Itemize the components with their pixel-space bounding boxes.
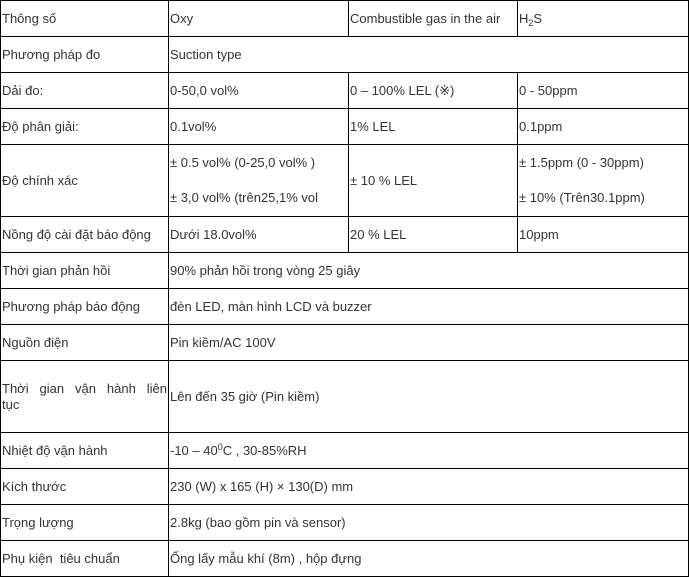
table-row — [1, 109, 689, 145]
runtime-label-line-2: tục — [2, 396, 20, 412]
row-value-alarm-method: đèn LED, màn hình LCD và buzzer — [169, 289, 689, 325]
row-value-dimensions: 230 (W) x 165 (H) × 130(D) mm — [169, 469, 689, 505]
row-value-temperature — [169, 433, 689, 469]
row-label-resolution: Độ phân giải: — [1, 109, 169, 145]
table-row — [1, 289, 689, 325]
row-label-range: Dải đo: — [1, 73, 169, 109]
table-header-row — [1, 1, 689, 37]
cell-alarm-setting-oxy: Dưới 18.0vol% — [169, 217, 349, 253]
row-value-power: Pin kiềm/AC 100V — [169, 325, 689, 361]
accuracy-h2s-line-2: ± 10% (Trên30.1ppm) — [519, 190, 645, 205]
temperature-range: -10 – 40 — [170, 442, 218, 458]
row-label-accessories: Phụ kiện tiêu chuẩn — [1, 541, 169, 577]
degree-superscript: 0 — [217, 441, 223, 452]
row-label-runtime — [1, 361, 169, 433]
row-value-weight: 2.8kg (bao gồm pin và sensor) — [169, 505, 689, 541]
cell-accuracy-gas: ± 10 % LEL — [349, 145, 518, 217]
row-label-power: Nguồn điện — [1, 325, 169, 361]
row-label-accuracy: Độ chính xác — [1, 145, 169, 217]
cell-range-h2s: 0 - 50ppm — [518, 73, 689, 109]
cell-resolution-gas: 1% LEL — [349, 109, 518, 145]
table-row — [1, 325, 689, 361]
table-row — [1, 541, 689, 577]
runtime-label-line-1: Thời gian vận hành liên — [2, 380, 167, 396]
header-cell-h2s — [518, 1, 689, 37]
row-label-method: Phương pháp đo — [1, 37, 169, 73]
accuracy-h2s-line-1: ± 1.5ppm (0 - 30ppm) — [519, 155, 644, 170]
row-label-temperature: Nhiệt độ vận hành — [1, 433, 169, 469]
table-row — [1, 217, 689, 253]
table-row — [1, 37, 689, 73]
h2s-h: H — [519, 10, 529, 26]
cell-resolution-h2s: 0.1ppm — [518, 109, 689, 145]
table-row — [1, 73, 689, 109]
row-label-alarm-setting: Nồng độ cài đặt báo động — [1, 217, 169, 253]
row-label-weight: Trọng lượng — [1, 505, 169, 541]
row-value-response-time: 90% phản hồi trong vòng 25 giây — [169, 253, 689, 289]
row-value-runtime: Lên đến 35 giờ (Pin kiềm) — [169, 361, 689, 433]
row-value-method: Suction type — [169, 37, 689, 73]
cell-accuracy-h2s — [518, 145, 689, 217]
table-row — [1, 469, 689, 505]
header-cell-parameter: Thông số — [1, 1, 169, 37]
temperature-humidity: C , 30-85%RH — [222, 442, 307, 458]
accuracy-oxy-line-2: ± 3,0 vol% (trên25,1% vol — [170, 190, 319, 205]
header-cell-oxy: Oxy — [169, 1, 349, 37]
table-row — [1, 253, 689, 289]
row-label-dimensions: Kích thước — [1, 469, 169, 505]
table-row — [1, 433, 689, 469]
cell-alarm-setting-gas: 20 % LEL — [349, 217, 518, 253]
h2s-s: S — [533, 10, 543, 26]
cell-resolution-oxy: 0.1vol% — [169, 109, 349, 145]
header-cell-combustible-gas: Combustible gas in the air — [349, 1, 518, 37]
table-row — [1, 145, 689, 217]
cell-range-oxy: 0-50,0 vol% — [169, 73, 349, 109]
table-row — [1, 361, 689, 433]
cell-range-gas: 0 – 100% LEL (※) — [349, 73, 518, 109]
cell-accuracy-oxy — [169, 145, 349, 217]
row-label-alarm-method: Phương pháp báo động — [1, 289, 169, 325]
h2s-subscript: 2 — [528, 17, 534, 28]
accuracy-oxy-line-1: ± 0.5 vol% (0-25,0 vol% ) — [170, 155, 316, 170]
cell-alarm-setting-h2s: 10ppm — [518, 217, 689, 253]
row-value-accessories: Ống lấy mẫu khí (8m) , hộp đựng — [169, 541, 689, 577]
table-row — [1, 505, 689, 541]
row-label-response-time: Thời gian phản hồi — [1, 253, 169, 289]
